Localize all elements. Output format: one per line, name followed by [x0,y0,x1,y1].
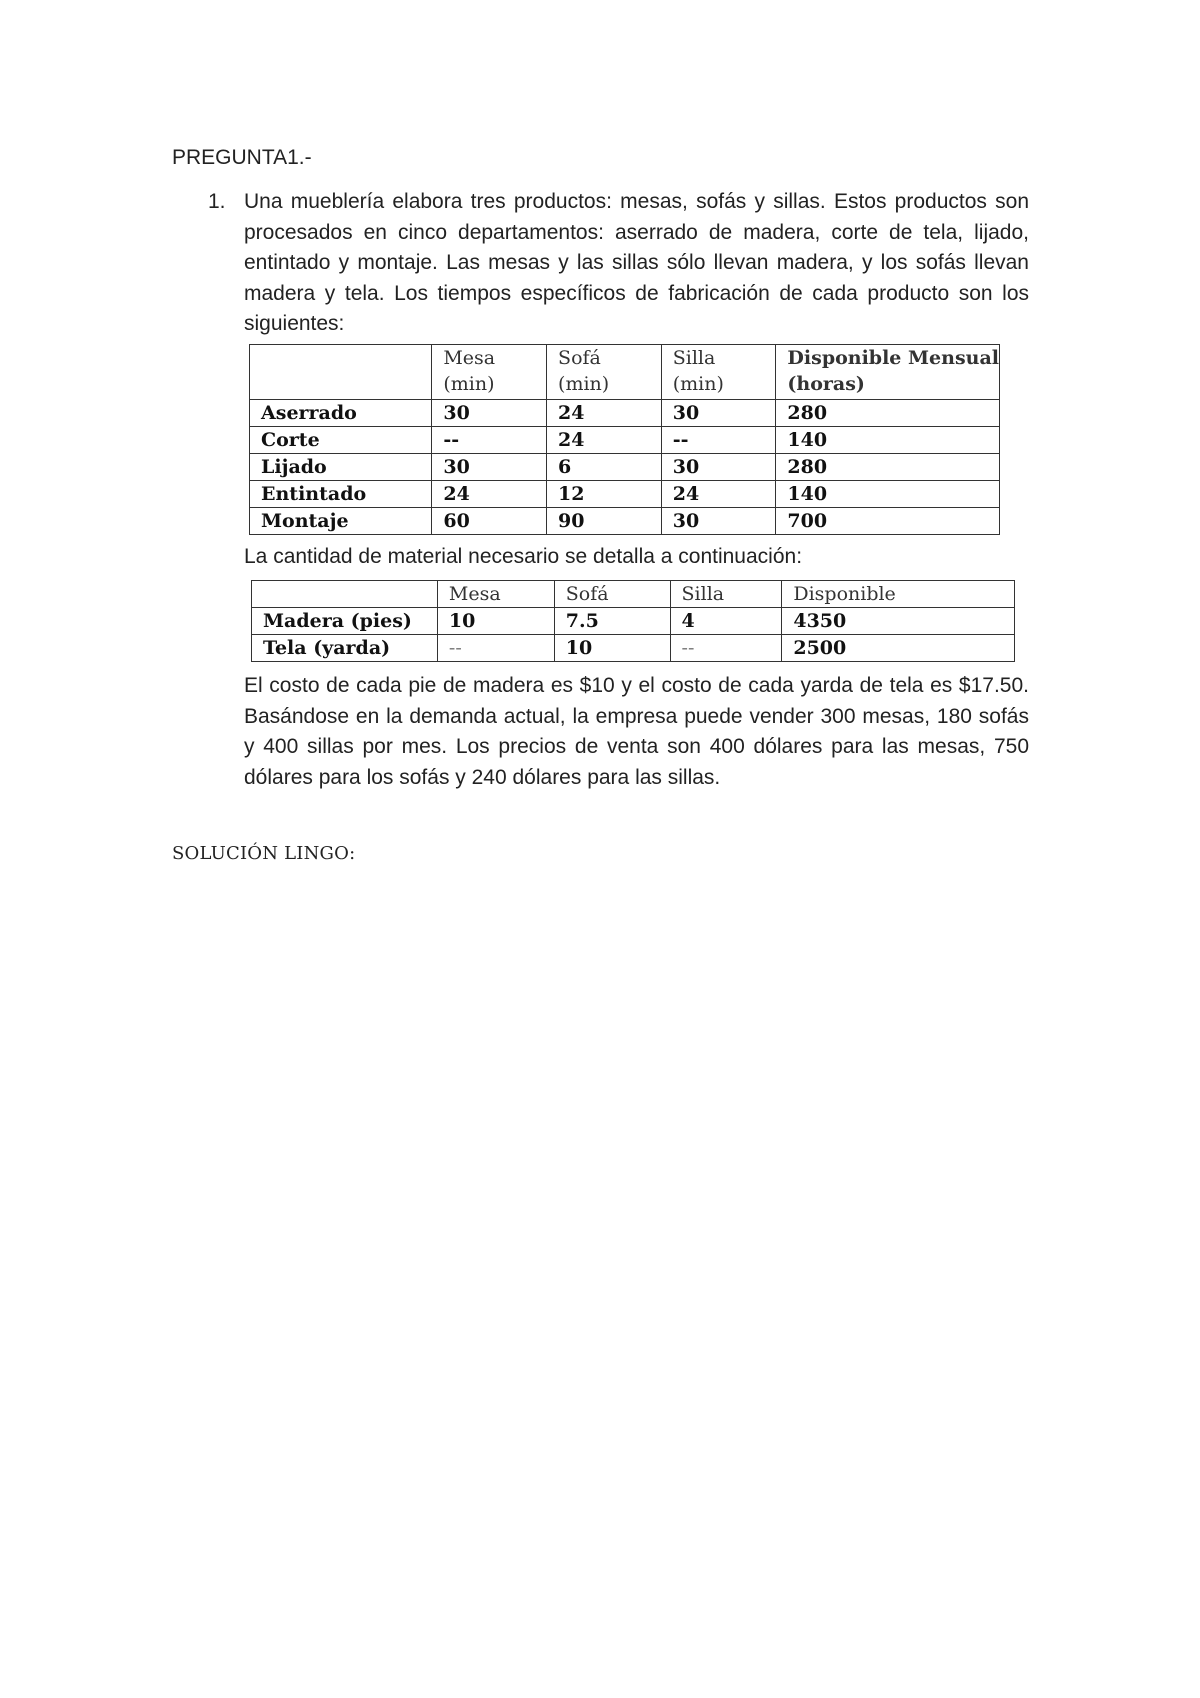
cell-disponible: 280 [776,400,1000,427]
header-cell-sofa: Sofá (min) [547,345,662,400]
list-item-number: 1. [208,190,226,213]
cell-disponible: 140 [776,481,1000,508]
table-row [250,427,1000,454]
table-header-row [252,581,1015,608]
cell-sofa: 24 [547,427,662,454]
cell-mesa: -- [432,427,547,454]
header-cell-disponible: Disponible Mensual (horas) [776,345,1000,400]
row-label: Madera (pies) [252,608,438,635]
header-cell-empty [250,345,432,400]
header-cell-mesa: Mesa [437,581,554,608]
cell-mesa: 30 [432,454,547,481]
cell-sofa: 7.5 [554,608,670,635]
cell-silla: 30 [661,508,776,535]
header-cell-silla: Silla [670,581,782,608]
row-label: Montaje [250,508,432,535]
cell-mesa: 60 [432,508,547,535]
problem-paragraph-2: La cantidad de material necesario se detalla a continuación: [244,545,803,568]
table-row [250,508,1000,535]
problem-paragraph-3: El costo de cada pie de madera es $10 y el costo de cada yarda de tela es $17.50. Basándose en la demanda actual, la empresa puede vender 300 mesas, 180 sofás y 400 sillas por mes. Los precios de venta son 400 dólares para las mesas, 750 dólares para los sofás y 240 dólares para las sillas. [244,674,1029,789]
header-cell-empty [252,581,438,608]
cell-sofa: 12 [547,481,662,508]
time-requirements-table [249,344,1000,535]
table-row [250,400,1000,427]
table-row [252,608,1015,635]
row-label: Corte [250,427,432,454]
cell-mesa: 10 [437,608,554,635]
header-cell-disponible: Disponible [782,581,1015,608]
row-label: Aserrado [250,400,432,427]
header-cell-mesa: Mesa (min) [432,345,547,400]
cell-silla: 4 [670,608,782,635]
row-label: Entintado [250,481,432,508]
cell-disponible: 700 [776,508,1000,535]
header-cell-sofa: Sofá [554,581,670,608]
problem-paragraph-1: Una mueblería elabora tres productos: mesas, sofás y sillas. Estos productos son procesados en cinco departamentos: aserrado de madera, corte de tela, lijado, entintado y montaje. Las mesas y las sillas sólo llevan madera, y los sofás llevan madera y tela. Los tiempos específicos de fabricación de cada producto son los siguientes: [244,190,1029,335]
cell-mesa: 30 [432,400,547,427]
cell-disponible: 140 [776,427,1000,454]
row-label: Lijado [250,454,432,481]
cell-mesa: -- [437,635,554,662]
cell-silla: 30 [661,400,776,427]
table-header-row [250,345,1000,400]
material-requirements-table [251,580,1015,662]
cell-silla: -- [661,427,776,454]
cell-sofa: 10 [554,635,670,662]
header-cell-silla: Silla (min) [661,345,776,400]
table-row [250,481,1000,508]
table-row [250,454,1000,481]
cell-silla: 24 [661,481,776,508]
cell-mesa: 24 [432,481,547,508]
cell-sofa: 6 [547,454,662,481]
row-label: Tela (yarda) [252,635,438,662]
table-row [252,635,1015,662]
cell-silla: 30 [661,454,776,481]
solution-label: SOLUCIÓN LINGO: [172,843,356,864]
cell-disponible: 280 [776,454,1000,481]
cell-disponible: 2500 [782,635,1015,662]
question-heading: PREGUNTA1.- [172,146,312,169]
cell-sofa: 24 [547,400,662,427]
cell-silla: -- [670,635,782,662]
cell-sofa: 90 [547,508,662,535]
cell-disponible: 4350 [782,608,1015,635]
